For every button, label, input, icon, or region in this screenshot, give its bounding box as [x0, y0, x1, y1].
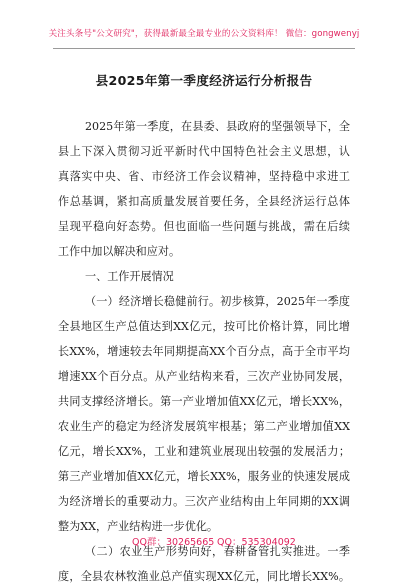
body-line: 工作中加以解决和应对。: [58, 245, 181, 258]
body-line: （一）经济增长稳健前行。初步核算，2025年一季度: [85, 295, 350, 308]
body-line: 度，全县农林牧渔业总产值实现XX亿元，同比增长XX%。: [58, 570, 350, 583]
body-line: 整为XX，产业结构进一步优化。: [58, 520, 219, 533]
header-divider: [53, 48, 355, 49]
body-line: 增速XX个百分点。从产业结构来看，三次产业协同发展，: [58, 370, 350, 383]
body-line: 亿元，增长XX%，工业和建筑业展现出较强的发展活力；: [58, 445, 350, 458]
body-line: 真落实中央、省、市经济工作会议精神，坚持稳中求进工: [58, 170, 350, 183]
document-title: 县2025年第一季度经济运行分析报告: [95, 73, 313, 88]
section-heading: 一、工作开展情况: [85, 270, 174, 283]
body-line: 全县地区生产总值达到XX亿元，按可比价格计算，同比增: [58, 320, 350, 333]
qq-group-label: QQ群：30265665: [132, 537, 215, 548]
body-line: 2025年第一季度，在县委、县政府的坚强领导下，全: [85, 120, 350, 133]
qq-contact-label: QQ：535304092: [217, 537, 296, 548]
body-line: 第三产业增加值XX亿元，增长XX%，服务业的快速发展成: [58, 470, 350, 483]
body-line: 呈现平稳向好态势。但也面临一些问题与挑战，需在后续: [58, 220, 350, 233]
body-line: 为经济增长的重要动力。三次产业结构由上年同期的XX调: [58, 495, 350, 508]
body-line: 长XX%，增速较去年同期提高XX个百分点，高于全市平均: [58, 345, 350, 358]
promo-banner: 关注头条号"公文研究"，获得最新最全最专业的公文资料库！ 微信：gongwenyj: [48, 29, 360, 39]
body-line: （二）农业生产形势向好，春耕备管扎实推进。一季: [85, 545, 350, 558]
body-line: 农业生产的稳定为经济发展筑牢根基；第二产业增加值XX: [58, 420, 350, 433]
body-line: 共同支撑经济增长。第一产业增加值XX亿元，增长XX%，: [58, 395, 350, 408]
body-line: 作总基调，紧扣高质量发展首要任务，全县经济运行总体: [58, 195, 350, 208]
body-line: 县上下深入贯彻习近平新时代中国特色社会主义思想，认: [58, 145, 350, 158]
